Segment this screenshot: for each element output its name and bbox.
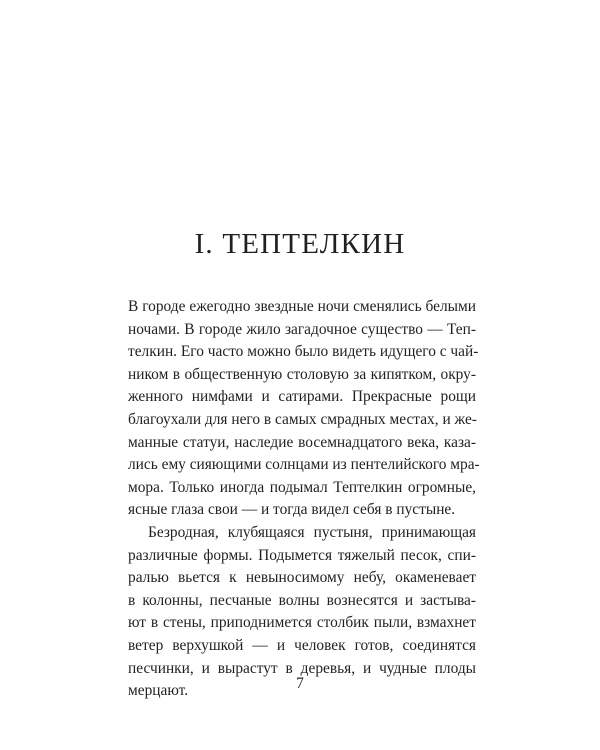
- chapter-title: I. ТЕПТЕЛКИН: [194, 228, 406, 260]
- text-line: Безродная, клубящаяся пустыня, принимающая: [148, 523, 476, 541]
- text-line: мерцают.: [128, 682, 189, 700]
- page-number: 7: [296, 675, 304, 692]
- text-line: В городе ежегодно звездные ночи сменялись белыми: [128, 298, 476, 315]
- text-line: телкин. Его часто можно было видеть идущего с чай-: [128, 343, 479, 361]
- text-line: ясные глаза свои — и тогда видел себя в пустыне.: [128, 501, 456, 519]
- text-line: ралью вьется к невыносимому небу, окаменевает: [128, 569, 476, 587]
- text-line: манные статуи, наследие восемнадцатого века, каза-: [128, 433, 476, 451]
- text-line: ником в общественную столовую за кипятком, окру-: [128, 365, 476, 383]
- text-line: в колонны, песчаные волны вознесятся и застыва-: [128, 591, 476, 609]
- text-line: ночами. В городе жило загадочное существо — Теп-: [128, 320, 476, 338]
- text-line: песчинки, и вырастут в деревья, и чудные плоды: [128, 659, 476, 677]
- text-line: женного нимфами и сатирами. Прекрасные рощи: [128, 388, 476, 406]
- text-line: ветер верхушкой — и человек готов, соединятся: [128, 636, 476, 654]
- chapter-text: [128, 296, 480, 703]
- text-line: мора. Только иногда подымал Тептелкин огромные,: [128, 478, 476, 496]
- text-line: ют в стены, приподнимется столбик пыли, взмахнет: [128, 614, 476, 632]
- text-line: благоухали для него в самых смрадных местах, и же-: [128, 410, 477, 428]
- text-line: различные формы. Подымется тяжелый песок, спи-: [128, 546, 476, 564]
- paragraph-1: [128, 296, 480, 522]
- text-line: лись ему сияющими солнцами из пентелийского мра-: [128, 456, 480, 474]
